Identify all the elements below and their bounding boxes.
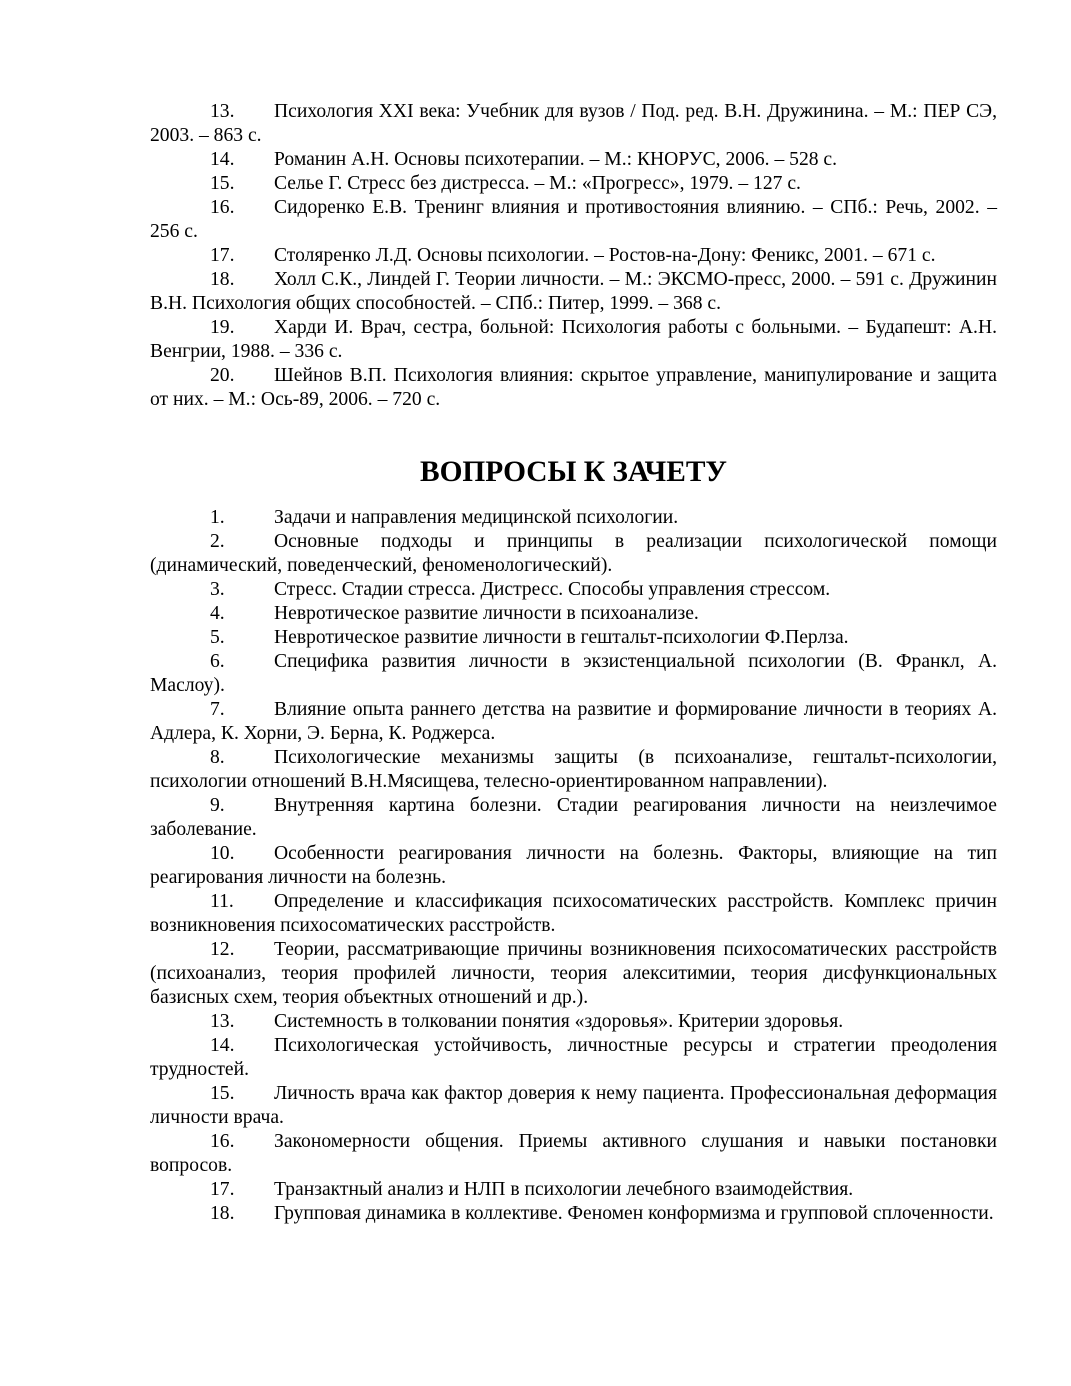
- reference-number: 18.: [210, 269, 235, 290]
- question-number: 10.: [210, 843, 235, 864]
- question-number: 7.: [210, 699, 225, 720]
- question-number: 8.: [210, 747, 225, 768]
- reference-item: [150, 364, 997, 412]
- reference-text: Психология XXI века: Учебник для вузов / Под. ред. В.Н. Дружинина. – М.: ПЕР СЭ, 2003. – 863 с.: [150, 101, 997, 146]
- question-number: 4.: [210, 603, 225, 624]
- questions-heading: ВОПРОСЫ К ЗАЧЕТУ: [419, 456, 728, 488]
- reference-number: 19.: [210, 317, 235, 338]
- reference-item: [150, 196, 997, 244]
- question-item: [150, 1202, 997, 1226]
- reference-item: [150, 100, 997, 148]
- question-number: 11.: [210, 891, 234, 912]
- question-text: Психологическая устойчивость, личностные ресурсы и стратегии преодоления трудностей.: [150, 1035, 997, 1080]
- reference-text: Селье Г. Стресс без дистресса. – М.: «Прогресс», 1979. – 127 с.: [274, 173, 801, 194]
- question-number: 15.: [210, 1083, 235, 1104]
- document-page: [150, 100, 997, 1226]
- question-number: 17.: [210, 1179, 235, 1200]
- question-number: 14.: [210, 1035, 235, 1056]
- question-item: [150, 842, 997, 890]
- question-text: Невротическое развитие личности в психоанализе.: [274, 603, 699, 624]
- section-spacer: [150, 412, 997, 460]
- question-item: [150, 578, 997, 602]
- question-text: Внутренняя картина болезни. Стадии реагирования личности на неизлечимое заболевание.: [150, 795, 997, 840]
- question-text: Закономерности общения. Приемы активного слушания и навыки постановки вопросов.: [150, 1131, 997, 1176]
- question-item: [150, 1034, 997, 1082]
- question-text: Системность в толковании понятия «здоровья». Критерии здоровья.: [274, 1011, 844, 1032]
- question-text: Стресс. Стадии стресса. Дистресс. Способы управления стрессом.: [274, 579, 831, 600]
- reference-item: [150, 244, 997, 268]
- question-item: [150, 530, 997, 578]
- reference-text: Харди И. Врач, сестра, больной: Психология работы с больными. – Будапешт: А.Н. Венгрии, 1988. – 336 с.: [150, 317, 997, 362]
- question-item: [150, 1082, 997, 1130]
- reference-text: Шейнов В.П. Психология влияния: скрытое управление, манипулирование и защита от них. – М.: Ось-89, 2006. – 720 с.: [150, 365, 997, 410]
- questions-list: [150, 506, 997, 1226]
- reference-number: 20.: [210, 365, 235, 386]
- question-text: Транзактный анализ и НЛП в психологии лечебного взаимодействия.: [274, 1179, 854, 1200]
- question-item: [150, 1178, 997, 1202]
- question-item: [150, 746, 997, 794]
- reference-text: Столяренко Л.Д. Основы психологии. – Ростов-на-Дону: Феникс, 2001. – 671 с.: [274, 245, 936, 266]
- question-text: Влияние опыта раннего детства на развитие и формирование личности в теориях А. Адлера, К. Хорни, Э. Берна, К. Роджерса.: [150, 699, 997, 744]
- question-number: 16.: [210, 1131, 235, 1152]
- question-text: Особенности реагирования личности на болезнь. Факторы, влияющие на тип реагирования личности на болезнь.: [150, 843, 997, 888]
- question-text: Групповая динамика в коллективе. Феномен конформизма и групповой сплоченности.: [274, 1203, 994, 1224]
- references-list: [150, 100, 997, 412]
- question-number: 12.: [210, 939, 235, 960]
- question-text: Определение и классификация психосоматических расстройств. Комплекс причин возникновения психосоматических расстройств.: [150, 891, 997, 936]
- question-item: [150, 794, 997, 842]
- question-number: 1.: [210, 507, 225, 528]
- question-number: 18.: [210, 1203, 235, 1224]
- question-text: Основные подходы и принципы в реализации психологической помощи (динамический, поведенческий, феноменологический).: [150, 531, 997, 576]
- reference-item: [150, 148, 997, 172]
- question-number: 5.: [210, 627, 225, 648]
- question-text: Задачи и направления медицинской психологии.: [274, 507, 679, 528]
- reference-number: 13.: [210, 101, 235, 122]
- reference-text: Романин А.Н. Основы психотерапии. – М.: КНОРУС, 2006. – 528 с.: [274, 149, 838, 170]
- question-item: [150, 626, 997, 650]
- question-text: Теории, рассматривающие причины возникновения психосоматических расстройств (психоанализ, теория профилей личности, теория алекситимии, теория дисфункциональных базисных схем, теория объектных отношений и др.).: [150, 939, 997, 1008]
- reference-number: 15.: [210, 173, 235, 194]
- question-item: [150, 698, 997, 746]
- question-item: [150, 1010, 997, 1034]
- question-number: 6.: [210, 651, 225, 672]
- question-item: [150, 506, 997, 530]
- reference-item: [150, 172, 997, 196]
- question-item: [150, 938, 997, 1010]
- reference-number: 16.: [210, 197, 235, 218]
- question-text: Психологические механизмы защиты (в психоанализе, гештальт-психологии, психологии отношений В.Н.Мясищева, телесно-ориентированном направлении).: [150, 747, 997, 792]
- question-item: [150, 650, 997, 698]
- reference-item: [150, 268, 997, 316]
- reference-item: [150, 316, 997, 364]
- reference-text: Сидоренко Е.В. Тренинг влияния и противостояния влиянию. – СПб.: Речь, 2002. – 256 с.: [150, 197, 997, 242]
- question-item: [150, 890, 997, 938]
- question-text: Специфика развития личности в экзистенциальной психологии (В. Франкл, А. Маслоу).: [150, 651, 997, 696]
- question-item: [150, 602, 997, 626]
- reference-text: Холл С.К., Линдей Г. Теории личности. – М.: ЭКСМО-пресс, 2000. – 591 с. Дружинин В.Н. Психология общих способностей. – СПб.: Питер, 1999. – 368 с.: [150, 269, 997, 314]
- question-item: [150, 1130, 997, 1178]
- question-number: 2.: [210, 531, 225, 552]
- reference-number: 17.: [210, 245, 235, 266]
- question-number: 13.: [210, 1011, 235, 1032]
- reference-number: 14.: [210, 149, 235, 170]
- question-text: Невротическое развитие личности в гештальт-психологии Ф.Перлза.: [274, 627, 849, 648]
- question-number: 9.: [210, 795, 225, 816]
- question-text: Личность врача как фактор доверия к нему пациента. Профессиональная деформация личности врача.: [150, 1083, 997, 1128]
- question-number: 3.: [210, 579, 225, 600]
